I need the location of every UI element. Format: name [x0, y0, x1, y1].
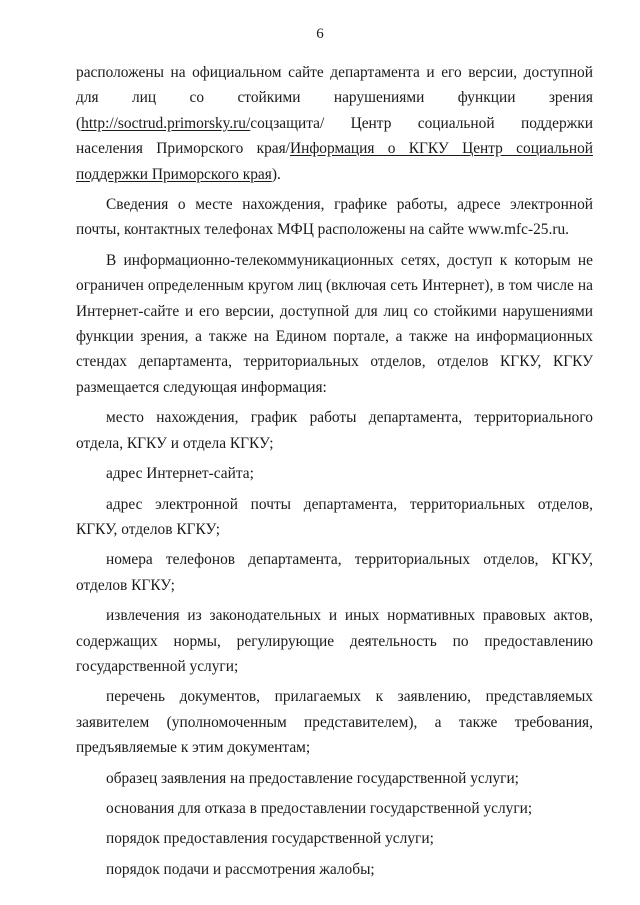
paragraph-path-text: соцзащита/ Центр социальной поддержки населения Приморского края/: [76, 114, 593, 158]
paragraph-website-location: [76, 60, 593, 187]
paragraph-info-networks: В информационно-телекоммуникационных сетях, доступ к которым не ограничен определенным кругом лиц (включая сеть Интернет), в том числе на Интернет-сайте и его версии, доступной для лиц со стойкими нарушениями функции зрения, а также на Едином портале, а также на информационных стендах департамента, территориальных отделов, отделов КГКУ, КГКУ размещается следующая информация:: [76, 251, 593, 396]
list-item-application-sample: образец заявления на предоставление государственной услуги;: [106, 769, 519, 787]
document-body: [76, 60, 593, 882]
paragraph-tail-text: ).: [271, 165, 281, 183]
list-item-refusal-grounds: основания для отказа в предоставлении государственной услуги;: [106, 799, 533, 817]
list-item-document-list: перечень документов, прилагаемых к заявлению, представляемых заявителем (уполномоченным представителем), а также требования, предъявляемые к этим документам;: [76, 688, 593, 757]
list-item-legal-extracts: извлечения из законодательных и иных нормативных правовых актов, содержащих нормы, регулирующие деятельность по предоставлению государственной услуги;: [76, 607, 593, 675]
list-item-complaint-procedure: порядок подачи и рассмотрения жалобы;: [106, 860, 375, 878]
list-item-location-schedule: место нахождения, график работы департамента, территориального отдела, КГКУ и отдела КГКУ;: [76, 409, 593, 452]
kgku-info-link[interactable]: Информация о КГКУ Центр социальной поддержки Приморского края: [76, 140, 593, 183]
list-item-email-address: адрес электронной почты департамента, территориальных отделов, КГКУ, отделов КГКУ;: [76, 495, 593, 538]
paragraph-lead-text: расположены на официальном сайте департамента и его версии, доступной для лиц со стойкими нарушениями функции зрения (: [76, 64, 593, 132]
list-item-phone-numbers: номера телефонов департамента, территориальных отделов, КГКУ, отделов КГКУ;: [76, 551, 593, 594]
list-item-service-procedure: порядок предоставления государственной услуги;: [106, 830, 434, 848]
soctrud-url-link[interactable]: http://soctrud.primorsky.ru/: [81, 114, 251, 132]
page-number: 6: [316, 26, 324, 42]
paragraph-mfc-info: Сведения о месте нахождения, графике работы, адресе электронной почты, контактных телефонах МФЦ расположены на сайте www.mfc-25.ru.: [76, 196, 593, 239]
list-item-website-address: адрес Интернет-сайта;: [106, 465, 254, 483]
